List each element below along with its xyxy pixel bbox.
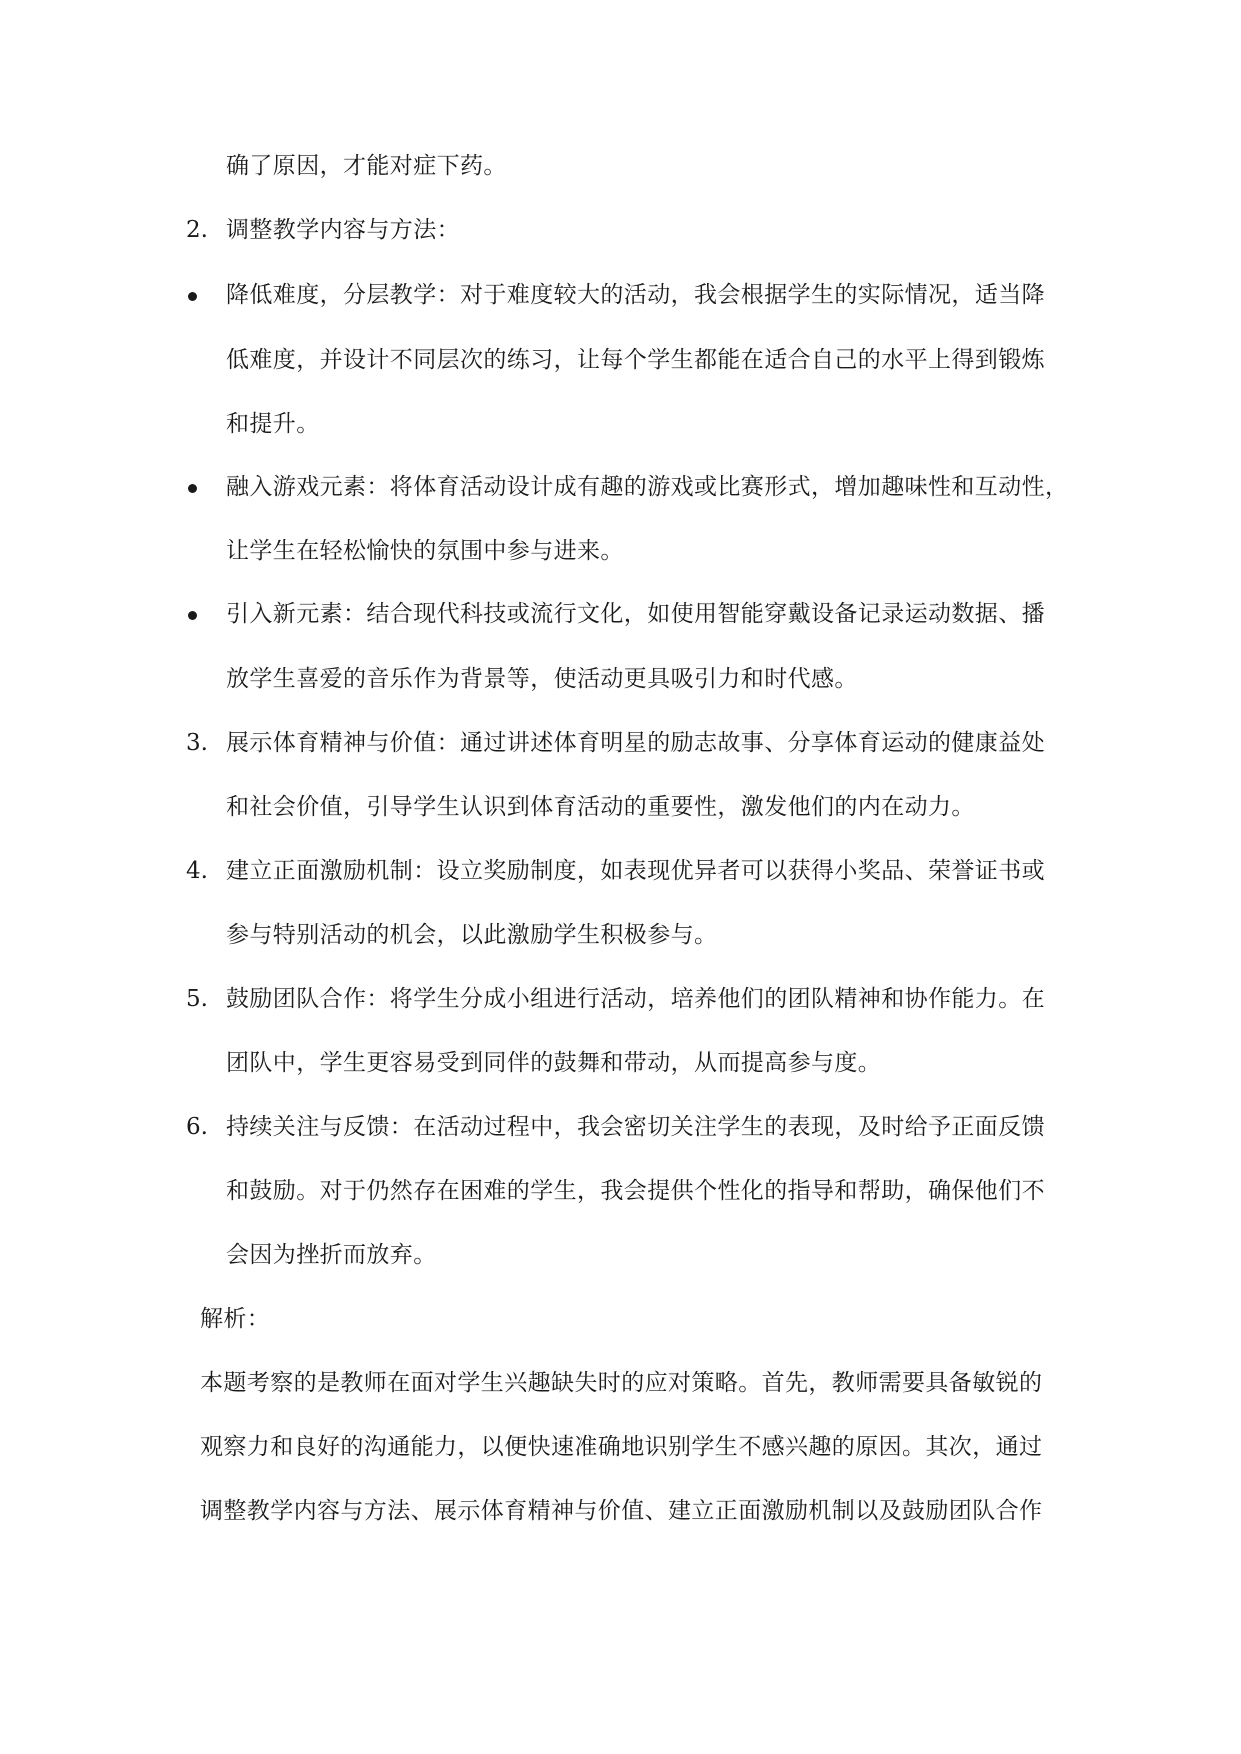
list-number: 4. (186, 858, 208, 884)
list-item-line: 和鼓励。对于仍然存在困难的学生，我会提供个性化的指导和帮助，确保他们不 (226, 1178, 1045, 1204)
list-number: 2. (186, 217, 208, 243)
bullet-icon (188, 611, 197, 620)
list-item-line: 融入游戏元素：将体育活动设计成有趣的游戏或比赛形式，增加趣味性和互动性， (226, 474, 1069, 500)
list-item-line: 参与特别活动的机会，以此激励学生积极参与。 (226, 922, 718, 948)
bullet-icon (188, 292, 197, 301)
list-item-line: 降低难度，分层教学：对于难度较大的活动，我会根据学生的实际情况，适当降 (226, 282, 1045, 308)
analysis-heading: 解析： (200, 1306, 271, 1332)
list-item-line: 展示体育精神与价值：通过讲述体育明星的励志故事、分享体育运动的健康益处 (226, 730, 1045, 756)
list-item-line: 鼓励团队合作：将学生分成小组进行活动，培养他们的团队精神和协作能力。在 (226, 986, 1045, 1012)
list-number: 5. (186, 986, 208, 1012)
list-item-line: 建立正面激励机制：设立奖励制度，如表现优异者可以获得小奖品、荣誉证书或 (226, 858, 1045, 884)
list-item-line: 放学生喜爱的音乐作为背景等，使活动更具吸引力和时代感。 (226, 666, 858, 692)
list-item-line: 调整教学内容与方法： (226, 217, 460, 243)
analysis-line: 本题考察的是教师在面对学生兴趣缺失时的应对策略。首先，教师需要具备敏锐的 (200, 1370, 1043, 1396)
analysis-line: 观察力和良好的沟通能力，以便快速准确地识别学生不感兴趣的原因。其次，通过 (200, 1434, 1043, 1460)
list-number: 6. (186, 1114, 208, 1140)
list-item-line: 团队中，学生更容易受到同伴的鼓舞和带动，从而提高参与度。 (226, 1050, 882, 1076)
list-item-line: 和社会价值，引导学生认识到体育活动的重要性，激发他们的内在动力。 (226, 794, 975, 820)
list-item-line: 持续关注与反馈：在活动过程中，我会密切关注学生的表现，及时给予正面反馈 (226, 1114, 1045, 1140)
bullet-icon (188, 484, 197, 493)
list-number: 3. (186, 730, 208, 756)
list-item-line: 让学生在轻松愉快的氛围中参与进来。 (226, 538, 624, 564)
list-item-line: 引入新元素：结合现代科技或流行文化，如使用智能穿戴设备记录运动数据、播 (226, 601, 1045, 627)
analysis-line: 调整教学内容与方法、展示体育精神与价值、建立正面激励机制以及鼓励团队合作 (200, 1498, 1043, 1524)
list-item-line: 低难度，并设计不同层次的练习，让每个学生都能在适合自己的水平上得到锻炼 (226, 347, 1045, 373)
list-item-line: 会因为挫折而放弃。 (226, 1242, 437, 1268)
list-item-line: 和提升。 (226, 411, 320, 437)
continuation-line: 确了原因，才能对症下药。 (226, 153, 507, 179)
